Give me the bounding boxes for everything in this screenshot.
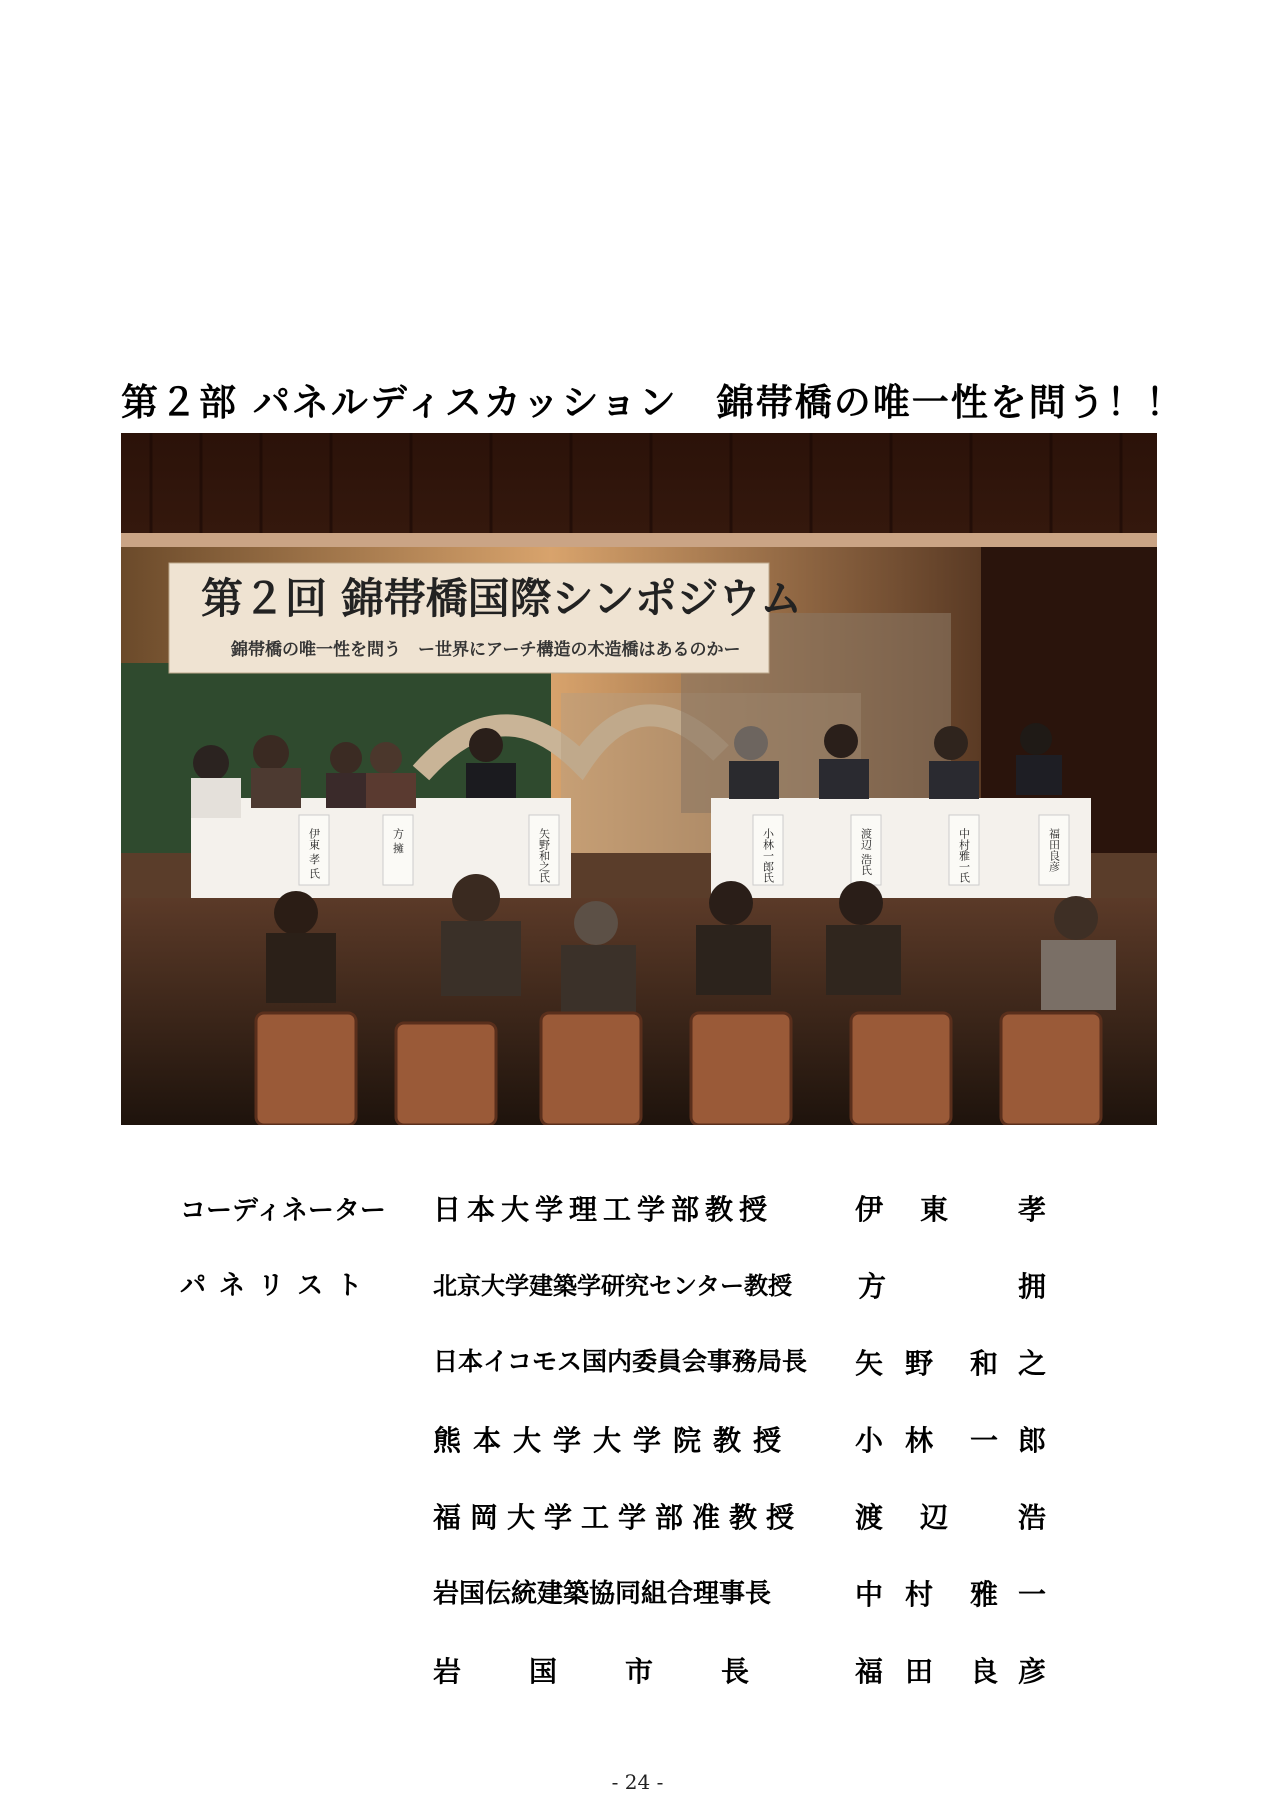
placard-label: 小林一郎氏 bbox=[761, 828, 775, 883]
svg-text:錦帯橋の唯一性を問う ー世界にアーチ構造の木造橋はあるのかー: 錦帯橋の唯一性を問う ー世界にアーチ構造の木造橋はあるのかー bbox=[231, 640, 741, 660]
name-char: 之 bbox=[1018, 1347, 1047, 1380]
affiliation: 岩国伝統建築協同組合理事長 bbox=[433, 1579, 772, 1609]
name-char: 一 bbox=[970, 1424, 999, 1457]
name-char: 東 bbox=[920, 1193, 949, 1226]
affiliation: 日本イコモス国内委員会事務局長 bbox=[433, 1347, 808, 1376]
name-char: 中 bbox=[855, 1578, 884, 1611]
name-char: 方 bbox=[858, 1270, 887, 1303]
placard-label: 方 擁 bbox=[391, 828, 405, 854]
name-char: 林 bbox=[905, 1424, 934, 1457]
name-char: 和 bbox=[970, 1347, 999, 1380]
name-char: 渡 bbox=[855, 1501, 884, 1534]
affiliation: 日本大学理工学部教授 bbox=[433, 1193, 774, 1226]
page-number: - 24 - bbox=[611, 1770, 664, 1794]
name-char: 福 bbox=[855, 1655, 884, 1688]
name-char: 良 bbox=[970, 1655, 999, 1688]
name-char: 村 bbox=[905, 1578, 934, 1611]
name-char: 田 bbox=[905, 1655, 934, 1688]
placard-label: 伊東 孝 氏 bbox=[307, 828, 321, 879]
name-char: 野 bbox=[905, 1347, 934, 1380]
role-coordinator: コーディネーター bbox=[180, 1196, 386, 1226]
name-char: 伊 bbox=[855, 1193, 884, 1226]
name-char: 一 bbox=[1018, 1578, 1047, 1611]
name-char: 彦 bbox=[1018, 1655, 1047, 1688]
placard-label: 矢野和之氏 bbox=[537, 828, 551, 883]
placard-label: 福田良彦 bbox=[1047, 828, 1061, 872]
affiliation: 北京大学建築学研究センター教授 bbox=[433, 1272, 793, 1300]
name-char: 孝 bbox=[1018, 1193, 1047, 1226]
affiliation: 岩 国 市 長 bbox=[433, 1655, 754, 1688]
affiliation: 福岡大学工学部准教授 bbox=[433, 1501, 804, 1534]
name-char: 郎 bbox=[1018, 1424, 1047, 1457]
svg-text:第２回 錦帯橋国際シンポジウム: 第２回 錦帯橋国際シンポジウム bbox=[201, 574, 803, 623]
name-char: 雅 bbox=[970, 1578, 999, 1611]
placard-label: 中村雅一氏 bbox=[957, 828, 971, 883]
placard-label: 渡辺 浩氏 bbox=[859, 828, 873, 876]
name-char: 小 bbox=[855, 1424, 884, 1457]
name-char: 拥 bbox=[1018, 1270, 1047, 1303]
name-char: 浩 bbox=[1018, 1501, 1047, 1534]
role-panelist: パ ネ リ ス ト bbox=[180, 1271, 365, 1301]
affiliation: 熊本大学大学院教授 bbox=[433, 1424, 794, 1457]
page-title: 第２部 パネルディスカッション 錦帯橋の唯一性を問う！！ bbox=[121, 381, 1185, 424]
name-char: 矢 bbox=[855, 1347, 884, 1380]
name-char: 辺 bbox=[920, 1501, 949, 1534]
